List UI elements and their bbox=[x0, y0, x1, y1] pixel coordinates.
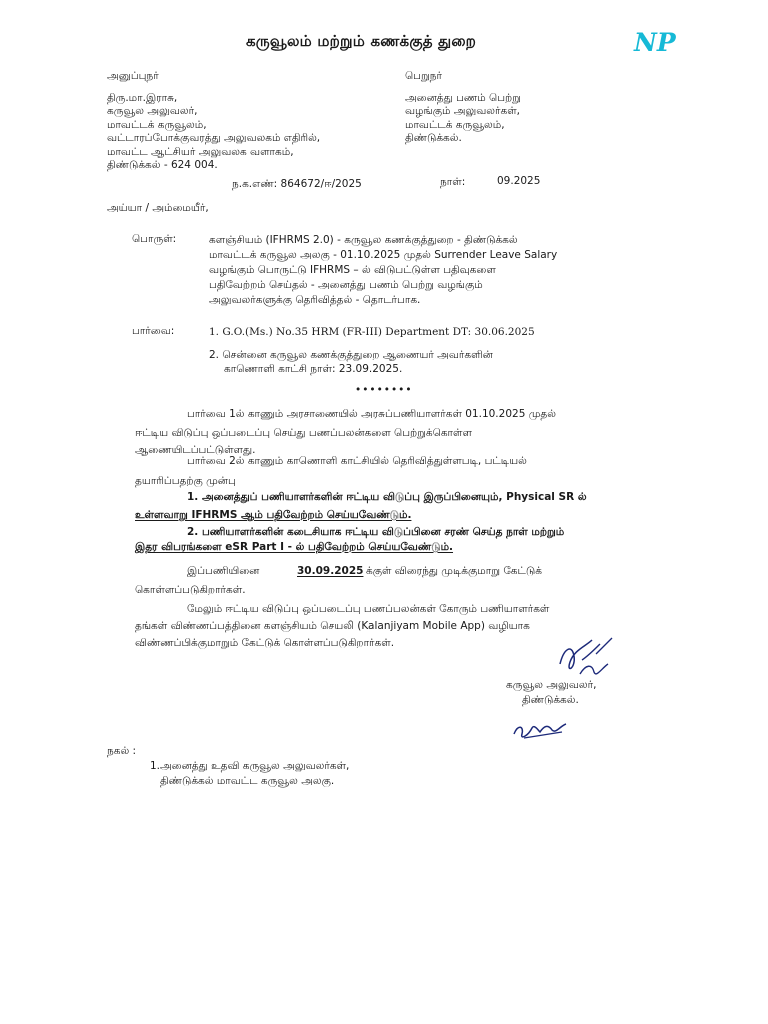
para4-line: விண்ணப்பிக்குமாறும் கேட்டுக் கொள்ளப்படுகிறார்கள். bbox=[135, 637, 395, 649]
recipient-label: பெறுநர் bbox=[405, 70, 442, 82]
officer-signature bbox=[552, 634, 622, 684]
reference-item-1: 1. G.O.(Ms.) No.35 HRM (FR-III) Department DT: 30.06.2025 bbox=[209, 326, 535, 338]
subject-line: களஞ்சியம் (IFHRMS 2.0) - கருவூல கணக்குத்துறை - திண்டுக்கல் bbox=[209, 234, 518, 246]
recipient-block bbox=[405, 70, 521, 146]
sender-line: மாவட்டக் கருவூலம், bbox=[107, 118, 207, 131]
subject-label: பொருள்: bbox=[132, 233, 177, 245]
sender-line: வட்டாரப்போக்குவரத்து அலுவலகம் எதிரில், bbox=[107, 132, 321, 144]
point1-line: 1. அனைத்துப் பணியாளர்களின் ஈட்டிய விடுப்பு இருப்பினையும், Physical SR ல் bbox=[187, 491, 587, 503]
para3-start: இப்பணியினை bbox=[187, 565, 260, 577]
signatory-designation: கருவூல அலுவலர், bbox=[506, 679, 597, 691]
point2-line: 2. பணியாளர்களின் கடைசியாக ஈட்டிய விடுப்பினை சரண் செய்த நாள் மற்றும் bbox=[187, 526, 565, 538]
recipient-line: திண்டுக்கல். bbox=[405, 132, 462, 144]
reference-number: ந.க.எண்: 864672/ஈ/2025 bbox=[232, 178, 362, 190]
date-label: நாள்: bbox=[440, 176, 466, 188]
reference-item-2: 2. சென்னை கருவூல கணக்குத்துறை ஆணையர் அவர்களின் bbox=[209, 349, 493, 361]
para3-deadline: 30.09.2025 bbox=[297, 565, 364, 577]
subject-line: வழங்கும் பொருட்டு IFHRMS – ல் விடுபட்டுள்ள பதிவுகளை bbox=[209, 264, 496, 276]
subject-line: பதிவேற்றம் செய்தல் - அனைத்து பணம் பெற்று வழங்கும் bbox=[209, 279, 483, 291]
sender-line: கருவூல அலுவலர், bbox=[107, 105, 198, 117]
para4-line: தங்கள் விண்ணப்பத்தினை களஞ்சியம் செயலி (Kalanjiyam Mobile App) வழியாக bbox=[135, 620, 530, 632]
recipient-line: அனைத்து பணம் பெற்று bbox=[405, 91, 521, 104]
subject-line: அலுவலர்களுக்கு தெரிவித்தல் - தொடர்பாக. bbox=[209, 294, 421, 306]
para2-line: தயாரிப்பதற்கு முன்பு bbox=[135, 475, 236, 487]
point2-line: இதர விபரங்களை eSR Part I - ல் பதிவேற்றம் செய்யவேண்டும். bbox=[135, 541, 454, 553]
signatory-place: திண்டுக்கல். bbox=[522, 694, 579, 706]
separator-dots: •••••••• bbox=[355, 384, 413, 396]
page-title: கருவூலம் மற்றும் கணக்குத் துறை bbox=[246, 32, 476, 50]
copy-line: திண்டுக்கல் மாவட்ட கருவூல அலகு. bbox=[160, 775, 335, 787]
initials-mark bbox=[510, 720, 572, 742]
copy-line: 1.அனைத்து உதவி கருவூல அலுவலர்கள், bbox=[150, 760, 350, 772]
subject-text bbox=[209, 233, 557, 308]
subject-line: மாவட்டக் கருவூல அலகு - 01.10.2025 முதல் Surrender Leave Salary bbox=[209, 249, 558, 261]
para4-line: மேலும் ஈட்டிய விடுப்பு ஒப்படைப்பு பணப்பலன்கள் கோரும் பணியாளர்கள் bbox=[187, 603, 550, 615]
date-value: 09.2025 bbox=[497, 175, 541, 187]
para3-end: க்குள் விரைந்து முடிக்குமாறு கேட்டுக் bbox=[366, 565, 542, 577]
para1-line: பார்வை 1ல் காணும் அரசாணையில் அரசுப்பணியாளர்கள் 01.10.2025 முதல் bbox=[187, 408, 556, 420]
recipient-line: வழங்கும் அலுவலர்கள், bbox=[405, 105, 521, 117]
np-watermark: NP bbox=[634, 28, 676, 57]
sender-line: திரு.மா.இராசு, bbox=[107, 91, 178, 104]
sender-line: திண்டுக்கல் - 624 004. bbox=[107, 159, 218, 171]
reference-item-2-cont: காணொளி காட்சி நாள்: 23.09.2025. bbox=[224, 363, 403, 375]
references-label: பார்வை: bbox=[132, 325, 175, 337]
sender-line: மாவட்ட ஆட்சியர் அலுவலக வளாகம், bbox=[107, 145, 294, 158]
para1-line: ஈட்டிய விடுப்பு ஒப்படைப்பு செய்து பணப்பலன்களை பெற்றுக்கொள்ள bbox=[135, 427, 472, 439]
recipient-line: மாவட்டக் கருவூலம், bbox=[405, 118, 505, 131]
para3-line2: கொள்ளப்படுகிறார்கள். bbox=[135, 584, 246, 596]
salutation: அய்யா / அம்மையீர், bbox=[107, 202, 209, 214]
para2-line: பார்வை 2ல் காணும் காணொளி காட்சியில் தெரிவித்துள்ளபடி, பட்டியல் bbox=[187, 455, 527, 467]
para1-line: ஆணையிடப்பட்டுள்ளது. bbox=[135, 444, 256, 456]
sender-block bbox=[107, 70, 320, 173]
copy-label: நகல் : bbox=[107, 745, 137, 757]
point1-line: உள்ளவாறு IFHRMS ஆம் பதிவேற்றம் செய்யவேண்டும். bbox=[135, 509, 412, 521]
sender-label: அனுப்புநர் bbox=[107, 70, 159, 82]
